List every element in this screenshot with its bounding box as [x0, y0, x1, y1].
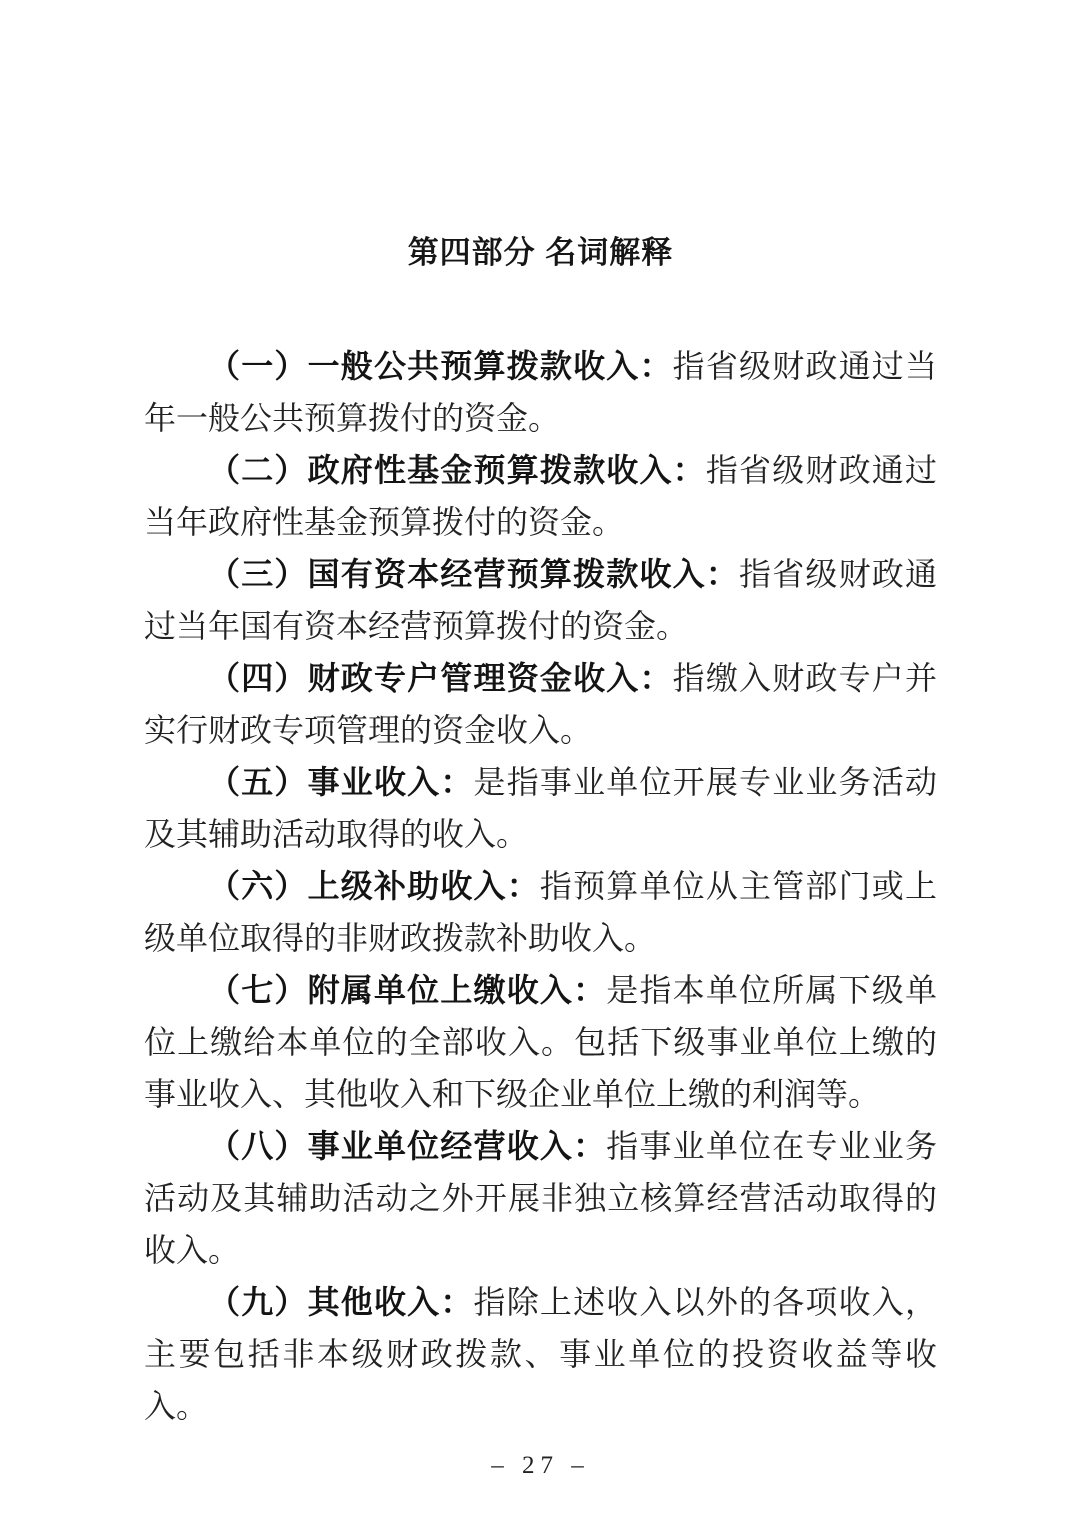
glossary-definition: 是指本单位所属下级单位上缴给本单位的全部收入。包括下级事业单位上缴的事业收入、其他收入和下级企业单位上缴的利润等。: [144, 972, 937, 1112]
glossary-term: （八）事业单位经营收入：: [208, 1128, 607, 1164]
glossary-definition: 指除上述收入以外的各项收入，主要包括非本级财政拨款、事业单位的投资收益等收入。: [144, 1284, 937, 1424]
section-title: 第四部分 名词解释: [407, 235, 674, 270]
glossary-paragraph: [144, 1120, 937, 1276]
glossary-paragraph: [144, 548, 937, 652]
glossary-paragraph: [144, 652, 937, 756]
glossary-definition: 指省级财政通过当年一般公共预算拨付的资金。: [144, 348, 937, 436]
glossary-definition: 指缴入财政专户并实行财政专项管理的资金收入。: [144, 660, 937, 748]
glossary-term: （四）财政专户管理资金收入：: [208, 660, 673, 696]
glossary-term: （七）附属单位上缴收入：: [208, 972, 607, 1008]
glossary-paragraph: [144, 340, 937, 444]
glossary-term: （六）上级补助收入：: [208, 868, 540, 904]
glossary-paragraph: [144, 860, 937, 964]
glossary-definition: 指省级财政通过当年国有资本经营预算拨付的资金。: [144, 556, 937, 644]
glossary-paragraph: [144, 756, 937, 860]
glossary-definition: 指省级财政通过当年政府性基金预算拨付的资金。: [144, 452, 937, 540]
glossary-term: （九）其他收入：: [208, 1284, 474, 1320]
glossary-term: （一）一般公共预算拨款收入：: [208, 348, 673, 384]
glossary-paragraph: [144, 964, 937, 1120]
glossary-term: （五）事业收入：: [208, 764, 474, 800]
page-number: – 27 –: [491, 1452, 590, 1479]
glossary-paragraph: [144, 444, 937, 548]
glossary-definition: 指预算单位从主管部门或上级单位取得的非财政拨款补助收入。: [144, 868, 937, 956]
glossary-paragraph: [144, 1276, 937, 1432]
glossary-body: [144, 340, 937, 1432]
glossary-definition: 是指事业单位开展专业业务活动及其辅助活动取得的收入。: [144, 764, 937, 852]
glossary-term: （二）政府性基金预算拨款收入：: [208, 452, 706, 488]
glossary-term: （三）国有资本经营预算拨款收入：: [208, 556, 740, 592]
glossary-definition: 指事业单位在专业业务活动及其辅助活动之外开展非独立核算经营活动取得的收入。: [144, 1128, 937, 1268]
